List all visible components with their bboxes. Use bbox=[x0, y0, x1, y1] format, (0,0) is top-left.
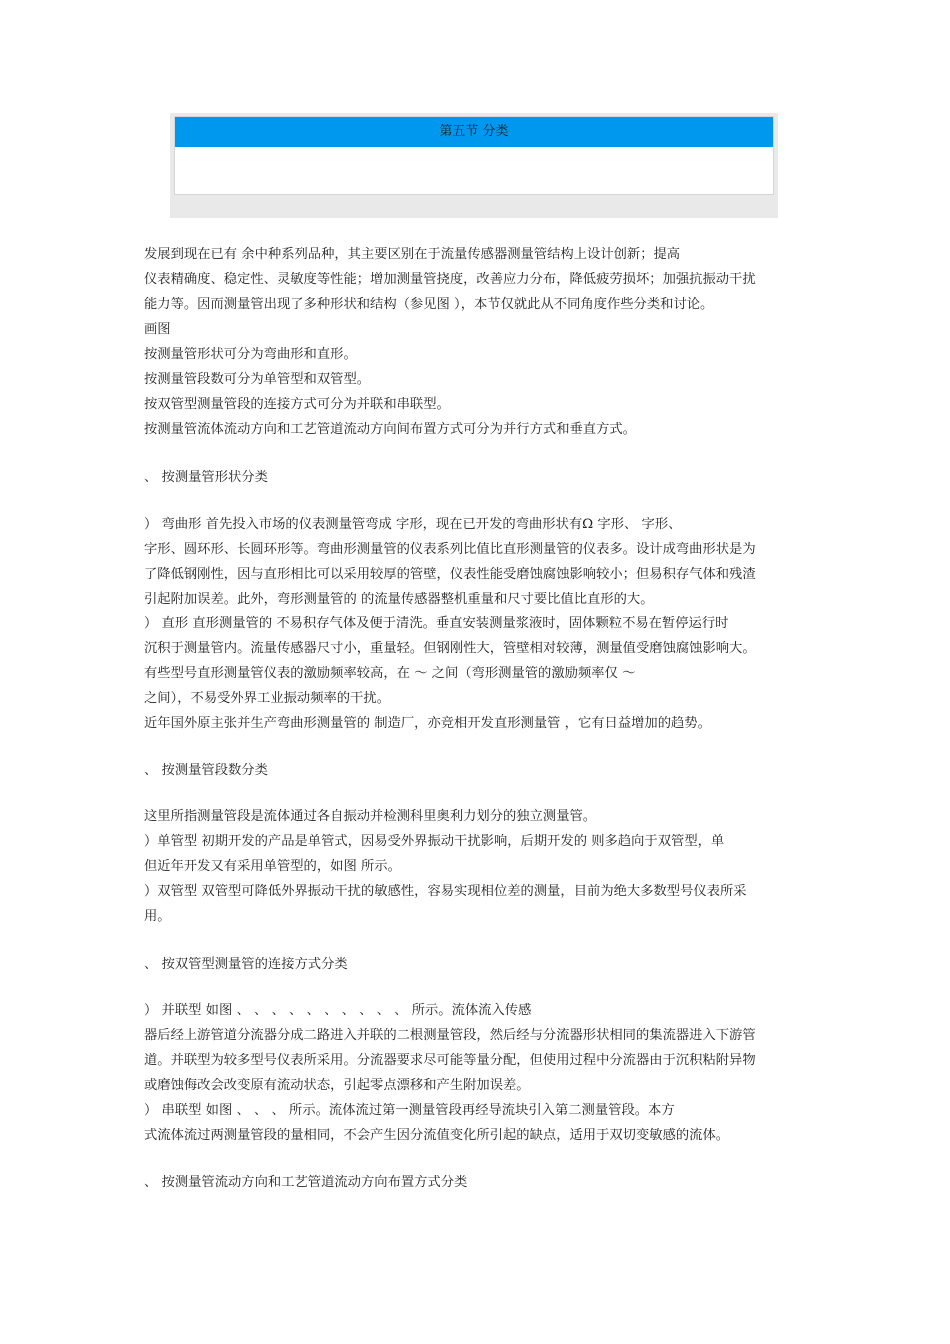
body-line: ）单管型 初期开发的产品是单管式，因易受外界振动干扰影响，后期开发的 则多趋向于双管型，单 bbox=[144, 834, 725, 849]
section-header-frame bbox=[170, 113, 778, 218]
body-line: 字形、圆环形、长圆环形等。弯曲形测量管的仪表系列比值比直形测量管的仪表多。设计成弯曲形状是为 bbox=[144, 542, 756, 557]
body-line: 器后经上游管道分流器分成二路进入并联的二根测量管段，然后经与分流器形状相同的集流器进入下游管 bbox=[144, 1028, 756, 1043]
body-line: 按测量管流体流动方向和工艺管道流动方向间布置方式可分为并行方式和垂直方式。 bbox=[144, 422, 636, 437]
body-line: 道。并联型为较多型号仪表所采用。分流器要求尽可能等量分配，但使用过程中分流器由于沉积粘附异物 bbox=[144, 1053, 756, 1068]
section-header-card bbox=[174, 116, 774, 195]
body-line: 有些型号直形测量管仪表的激励频率较高，在 ～ 之间（弯形测量管的激励频率仅 ～ bbox=[144, 666, 636, 681]
section-heading: 、 按测量管形状分类 bbox=[144, 470, 268, 485]
section-title-bar bbox=[175, 117, 773, 147]
body-line: 近年国外原主张并生产弯曲形测量管的 制造厂，亦竞相开发直形测量管 ，它有日益增加的趋势。 bbox=[144, 716, 711, 731]
body-line: 但近年开发又有采用单管型的，如图 所示。 bbox=[144, 859, 401, 874]
section-title: 第五节 分类 bbox=[439, 124, 509, 139]
body-line: 用。 bbox=[144, 909, 171, 924]
body-line: 引起附加误差。此外，弯形测量管的 的流量传感器整机重量和尺寸要比值比直形的大。 bbox=[144, 592, 654, 607]
body-line: 或磨蚀侮改会改变原有流动状态，引起零点漂移和产生附加误差。 bbox=[144, 1078, 530, 1093]
body-line: 式流体流过两测量管段的量相同，不会产生因分流值变化所引起的缺点，适用于双切变敏感的流体。 bbox=[144, 1128, 730, 1143]
body-line: ）双管型 双管型可降低外界振动干扰的敏感性，容易实现相位差的测量，目前为绝大多数型号仪表所采 bbox=[144, 884, 747, 899]
body-line: 这里所指测量管段是流体通过各自振动并检测科里奥利力划分的独立测量管。 bbox=[144, 809, 597, 824]
body-line: ） 并联型 如图 、 、 、 、 、 、 、 、 、 、 所示。流体流入传感 bbox=[144, 1003, 532, 1018]
section-heading: 、 按测量管段数分类 bbox=[144, 763, 268, 778]
body-line: 之间），不易受外界工业振动频率的干扰。 bbox=[144, 691, 390, 706]
body-line: ） 弯曲形 首先投入市场的仪表测量管弯成 字形，现在已开发的弯曲形状有Ω 字形、 字形、 bbox=[144, 517, 682, 532]
body-line: 按测量管形状可分为弯曲形和直形。 bbox=[144, 347, 357, 362]
body-line: ） 直形 直形测量管的 不易积存气体及便于清洗。垂直安装测量浆液时，固体颗粒不易在暂停运行时 bbox=[144, 616, 729, 631]
section-heading: 、 按测量管流动方向和工艺管道流动方向布置方式分类 bbox=[144, 1175, 468, 1190]
body-line: 按双管型测量管段的连接方式可分为并联和串联型。 bbox=[144, 397, 450, 412]
body-line: 仪表精确度、稳定性、灵敏度等性能；增加测量管挠度，改善应力分布，降低疲劳损坏；加强抗振动干扰 bbox=[144, 272, 756, 287]
body-line: 画图 bbox=[144, 322, 171, 337]
body-line: 沉积于测量管内。流量传感器尺寸小，重量轻。但钢刚性大，管壁相对较薄，测量值受磨蚀腐蚀影响大。 bbox=[144, 641, 756, 656]
body-line: 按测量管段数可分为单管型和双管型。 bbox=[144, 372, 371, 387]
section-heading: 、 按双管型测量管的连接方式分类 bbox=[144, 957, 348, 972]
body-line: 能力等。因而测量管出现了多种形状和结构（参见图 ），本节仅就此从不同角度作些分类和讨论。 bbox=[144, 297, 714, 312]
body-line: 了降低钢刚性，因与直形相比可以采用较厚的管壁，仪表性能受磨蚀腐蚀影响较小；但易积存气体和残渣 bbox=[144, 567, 756, 582]
body-line: 发展到现在已有 余中种系列品种，其主要区别在于流量传感器测量管结构上设计创新；提高 bbox=[144, 247, 681, 262]
body-line: ） 串联型 如图 、 、 、 所示。流体流过第一测量管段再经导流块引入第二测量管段。本方 bbox=[144, 1103, 675, 1118]
